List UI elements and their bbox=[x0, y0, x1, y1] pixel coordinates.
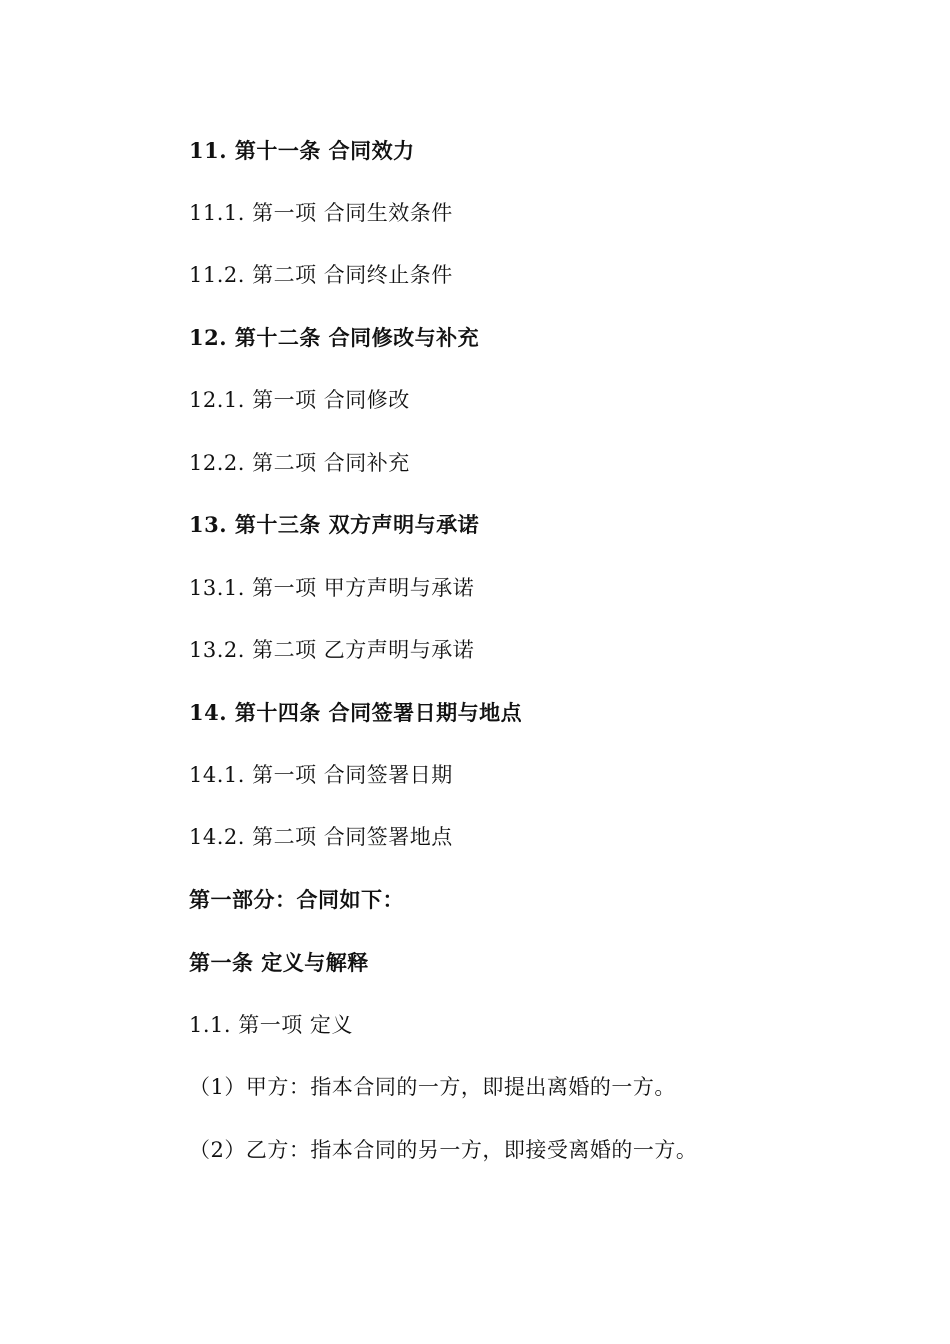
definition-party-a: （1）甲方：指本合同的一方，即提出离婚的一方。 bbox=[189, 1075, 676, 1099]
item-1-1: 1.1. 第一项 定义 bbox=[189, 1013, 353, 1037]
part-one-heading: 第一部分：合同如下： bbox=[189, 887, 404, 912]
definition-party-b: （2）乙方：指本合同的另一方，即接受离婚的一方。 bbox=[189, 1138, 698, 1162]
item-13-2: 13.2. 第二项 乙方声明与承诺 bbox=[189, 638, 475, 662]
item-14-2: 14.2. 第二项 合同签署地点 bbox=[189, 825, 453, 849]
article-13-heading: 13. 第十三条 双方声明与承诺 bbox=[189, 512, 480, 537]
article-11-heading: 11. 第十一条 合同效力 bbox=[189, 138, 415, 163]
item-13-1: 13.1. 第一项 甲方声明与承诺 bbox=[189, 576, 475, 600]
item-11-1: 11.1. 第一项 合同生效条件 bbox=[189, 201, 453, 225]
article-1-heading: 第一条 定义与解释 bbox=[189, 950, 369, 975]
item-14-1: 14.1. 第一项 合同签署日期 bbox=[189, 763, 453, 787]
article-14-heading: 14. 第十四条 合同签署日期与地点 bbox=[189, 700, 523, 725]
item-12-2: 12.2. 第二项 合同补充 bbox=[189, 451, 410, 475]
item-11-2: 11.2. 第二项 合同终止条件 bbox=[189, 263, 453, 287]
article-12-heading: 12. 第十二条 合同修改与补充 bbox=[189, 325, 480, 350]
item-12-1: 12.1. 第一项 合同修改 bbox=[189, 388, 410, 412]
